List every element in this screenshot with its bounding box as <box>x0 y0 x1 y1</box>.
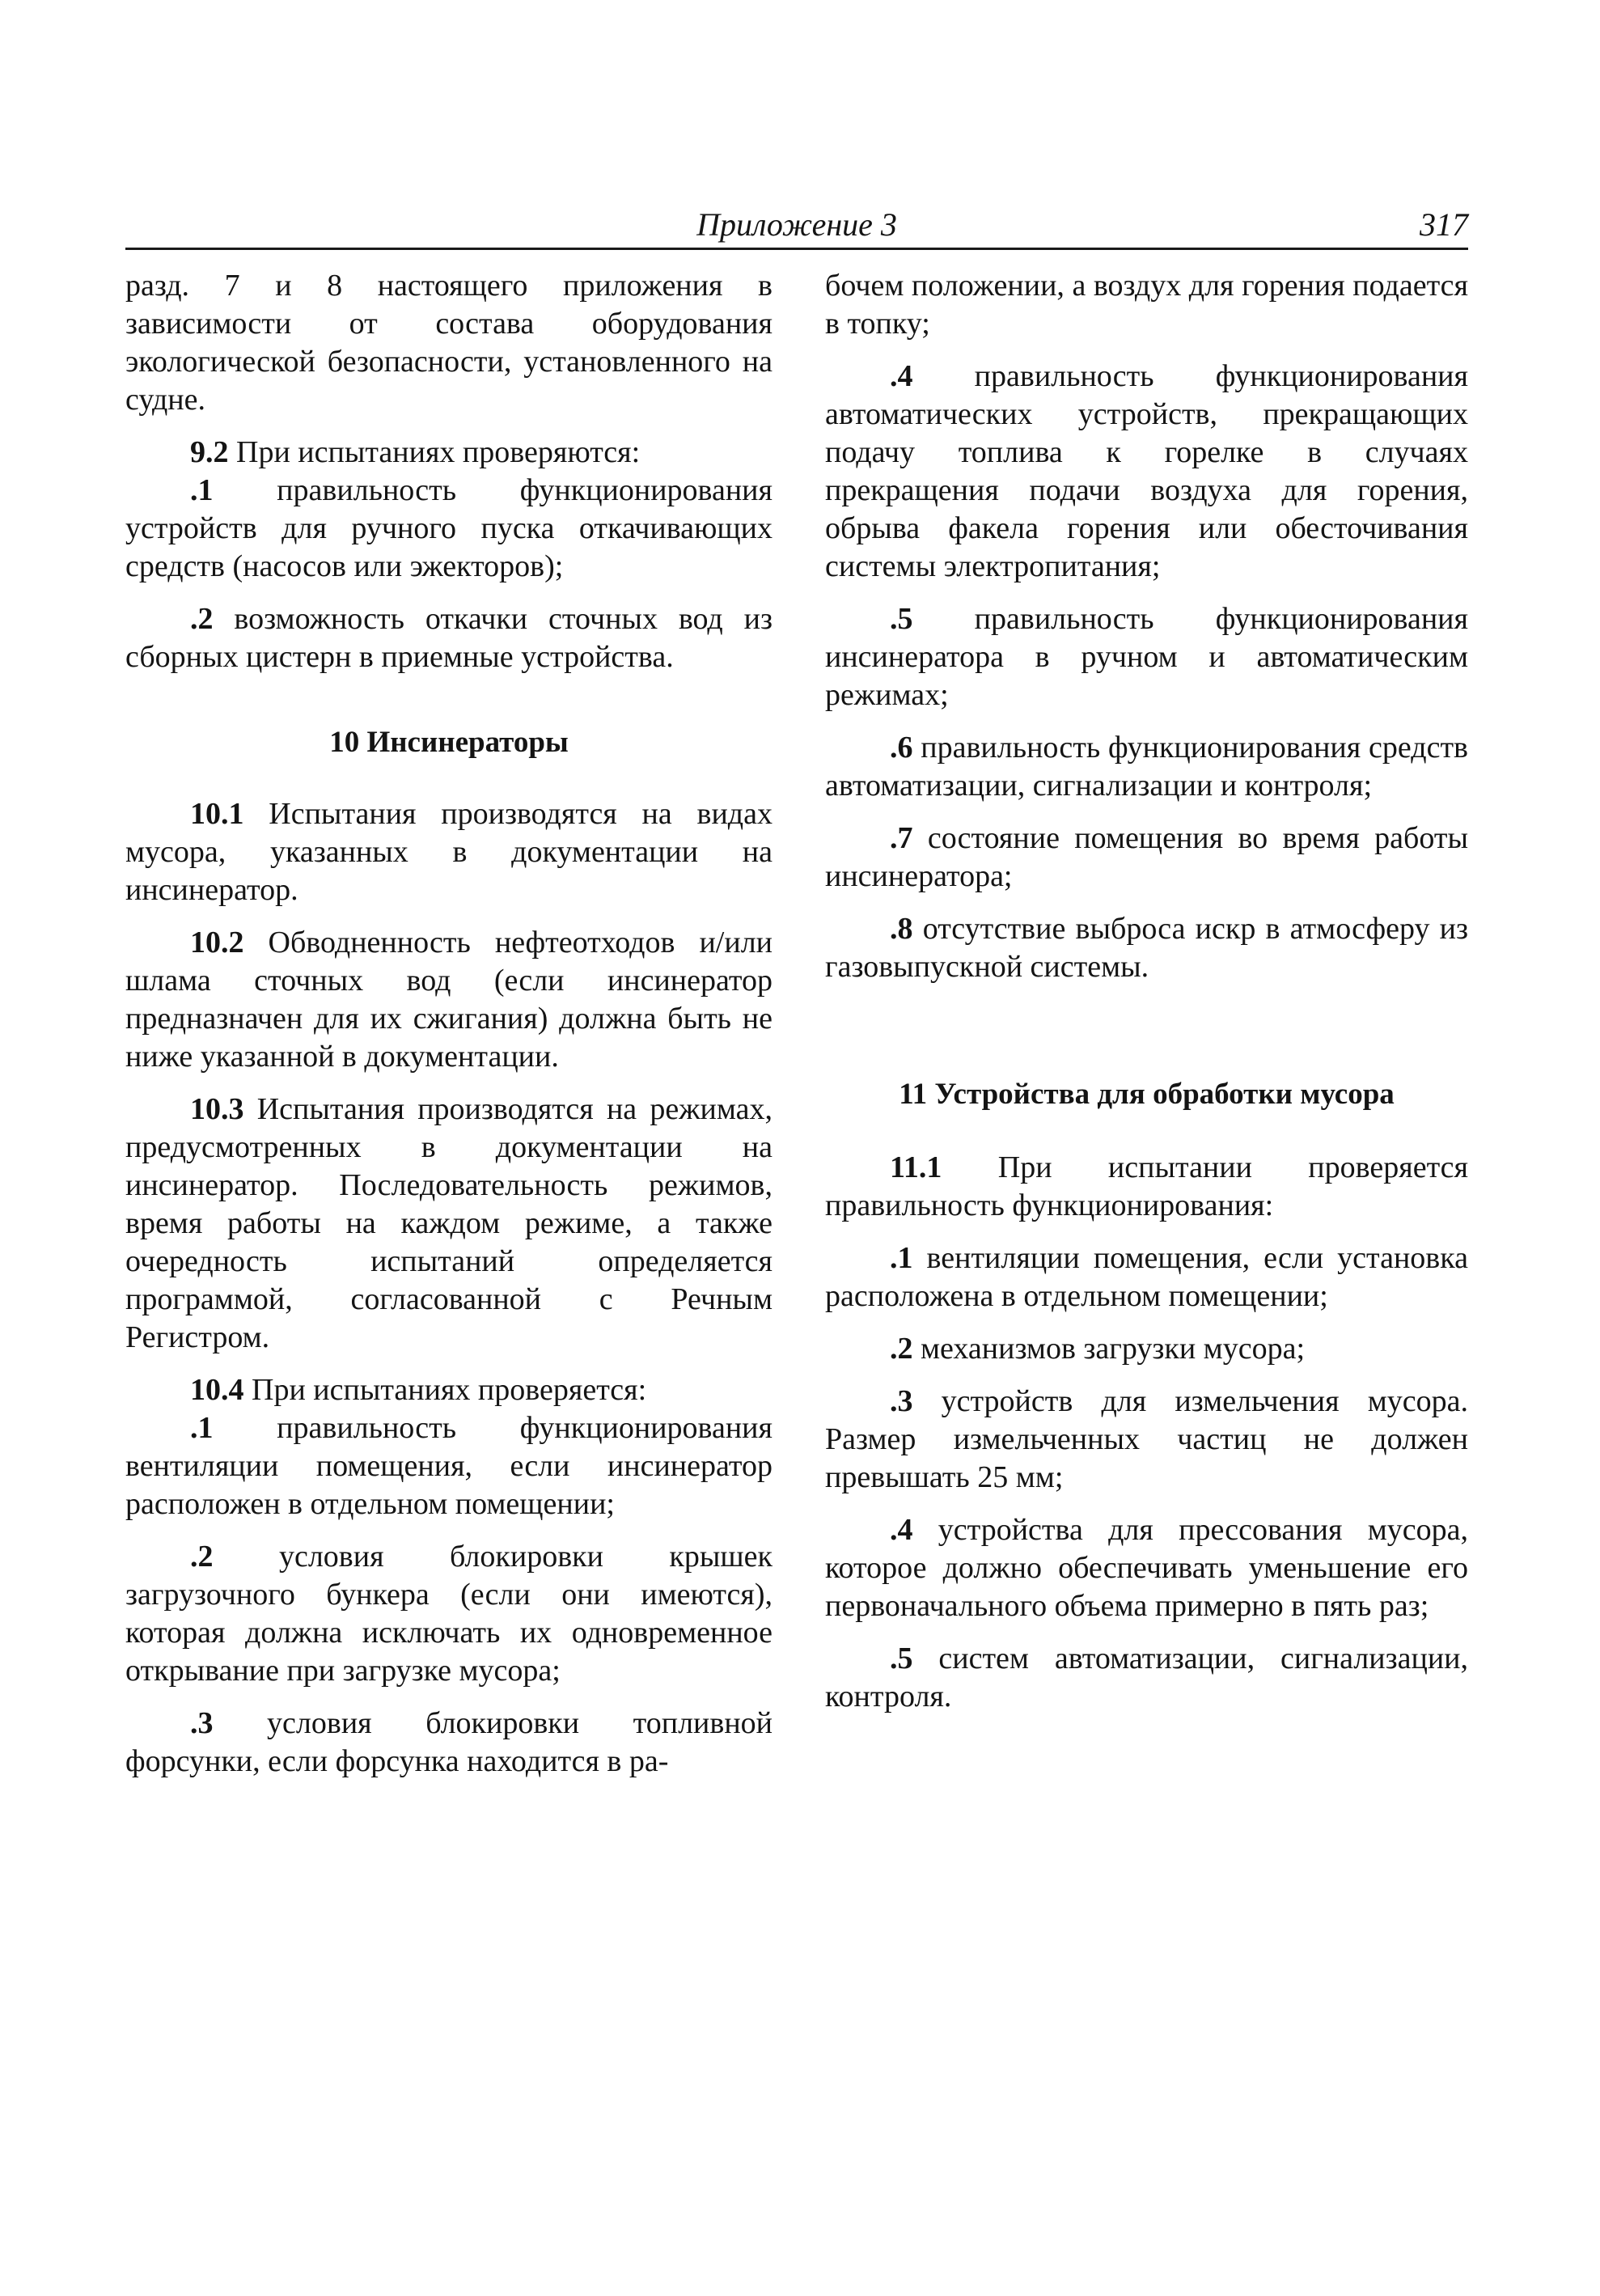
page-number: 317 <box>1420 206 1468 243</box>
item-text: правильность функционирования вентиляции помещения, если инсинератор расположен в отдельном помещении; <box>125 1411 772 1521</box>
item-text: возможность откачки сточных вод из сборных цистерн в приемные устройства. <box>125 602 772 674</box>
item-10-4-8 <box>825 910 1468 986</box>
item-10-4-2 <box>125 1538 772 1690</box>
item-text: правильность функционирования инсинератора в ручном и автоматическим режимах; <box>825 602 1468 712</box>
item-number: .2 <box>890 1332 913 1366</box>
item-text: механизмов загрузки мусора; <box>912 1332 1306 1366</box>
paragraph-10-4 <box>125 1371 772 1409</box>
item-9-2-2 <box>125 600 772 676</box>
section-heading-11: 11 Устройства для обработки мусора <box>899 1078 1395 1111</box>
item-number: .4 <box>890 359 913 393</box>
item-number: .1 <box>190 1411 214 1445</box>
paragraph-text: разд. 7 и 8 настоящего приложения в зависимости от состава оборудования экологической безопасности, установленного на судне. <box>125 269 772 417</box>
item-11-1-3 <box>825 1383 1468 1497</box>
clause-number: 10.2 <box>190 926 244 959</box>
clause-number: 9.2 <box>190 435 229 469</box>
item-number: .1 <box>190 473 214 507</box>
item-number: .7 <box>890 821 913 855</box>
running-header <box>125 202 1468 250</box>
clause-number: 11.1 <box>890 1150 942 1184</box>
item-number: .5 <box>890 1642 913 1675</box>
item-10-4-4 <box>825 358 1468 586</box>
item-text: вентиляции помещения, если установка расположена в отдельном помещении; <box>825 1241 1468 1313</box>
paragraph-text: бочем положении, а воздух для горения подается в топку; <box>825 269 1468 341</box>
item-text: устройств для измельчения мусора. Размер измельченных частиц не должен превышать 25 мм; <box>825 1384 1468 1494</box>
paragraph-11-1 <box>825 1149 1468 1225</box>
paragraph-10-2 <box>125 924 772 1076</box>
item-10-4-3 <box>125 1705 772 1781</box>
paragraph-text: При испытании проверяется правильность функционирования: <box>825 1150 1468 1222</box>
item-9-2-1 <box>125 472 772 586</box>
right-column <box>825 267 1468 1716</box>
item-text: правильность функционирования устройств для ручного пуска откачивающих средств (насосов или эжекторов); <box>125 473 772 583</box>
item-number: .2 <box>190 602 214 636</box>
item-11-1-2 <box>825 1330 1468 1368</box>
item-number: .3 <box>190 1706 214 1740</box>
item-10-4-7 <box>825 820 1468 896</box>
item-text: отсутствие выброса искр в атмосферу из газовыпускной системы. <box>825 912 1468 984</box>
item-10-4-1 <box>125 1409 772 1523</box>
item-number: .1 <box>890 1241 913 1275</box>
item-10-4-5 <box>825 600 1468 714</box>
item-number: .3 <box>890 1384 913 1418</box>
item-text: правильность функционирования средств автоматизации, сигнализации и контроля; <box>825 731 1468 803</box>
item-text: условия блокировки крышек загрузочного бункера (если они имеются), которая должна исключать их одновременное открывание при загрузке мусора; <box>125 1540 772 1688</box>
item-number: .4 <box>890 1513 913 1547</box>
clause-number: 10.4 <box>190 1373 244 1407</box>
section-heading-10: 10 Инсинераторы <box>329 726 569 759</box>
paragraph-10-1 <box>125 795 772 909</box>
item-number: .6 <box>890 731 913 765</box>
item-11-1-4 <box>825 1511 1468 1625</box>
item-number: .8 <box>890 912 913 946</box>
item-number: .2 <box>190 1540 214 1574</box>
paragraph-text: Испытания производятся на видах мусора, указанных в документации на инсинератор. <box>125 797 772 907</box>
item-11-1-1 <box>825 1239 1468 1315</box>
paragraph-text: Обводненность нефтеотходов и/или шлама сточных вод (если инсинератор предназначен для их сжигания) должна быть не ниже указанной в документации. <box>125 926 772 1074</box>
item-text: систем автоматизации, сигнализации, контроля. <box>825 1642 1468 1714</box>
paragraph-continuation <box>825 267 1468 343</box>
paragraph-text: При испытаниях проверяется: <box>243 1373 647 1407</box>
item-text: устройства для прессования мусора, которое должно обеспечивать уменьшение его первоначального объема примерно в пять раз; <box>825 1513 1468 1623</box>
paragraph-text: При испытаниях проверяются: <box>228 435 641 469</box>
item-11-1-5 <box>825 1640 1468 1716</box>
paragraph-10-3 <box>125 1091 772 1357</box>
item-number: .5 <box>890 602 913 636</box>
paragraph-9-2 <box>125 434 772 472</box>
paragraph-text: Испытания производятся на режимах, предусмотренных в документации на инсинератор. Последовательность режимов, время работы на каждом режиме, а также очередность испытаний определяется программой, согласованной с Речным Регистром. <box>125 1092 772 1354</box>
clause-number: 10.1 <box>190 797 244 831</box>
item-10-4-6 <box>825 729 1468 805</box>
clause-number: 10.3 <box>190 1092 244 1126</box>
item-text: условия блокировки топливной форсунки, если форсунка находится в ра- <box>125 1706 772 1778</box>
item-text: состояние помещения во время работы инсинератора; <box>825 821 1468 893</box>
left-column <box>125 267 772 1781</box>
item-text: правильность функционирования автоматических устройств, прекращающих подачу топлива к горелке в случаях прекращения подачи воздуха для горения, обрыва факела горения или обесточивания системы электропитания; <box>825 359 1468 583</box>
paragraph-continuation <box>125 267 772 419</box>
running-title: Приложение 3 <box>696 206 897 243</box>
